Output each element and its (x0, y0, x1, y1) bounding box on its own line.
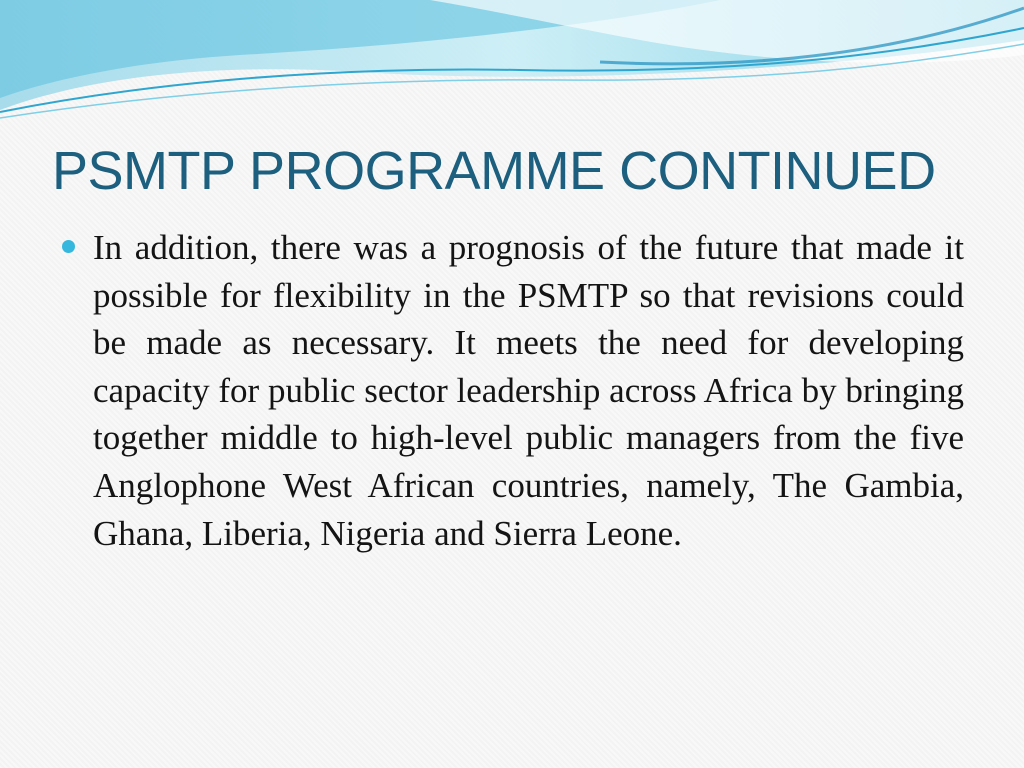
slide-title: PSMTP PROGRAMME CONTINUED (52, 141, 936, 201)
bullet-list (60, 224, 964, 557)
bullet-text: In addition, there was a prognosis of the future that made it possible for flexibility in the PSMTP so that revisions could be made as necessary. It meets the need for developing capacity for public sector leadership across Africa by bringing together middle to high-level public managers from the five Anglophone West African countries, namely, The Gambia, Ghana, Liberia, Nigeria and Sierra Leone. (93, 228, 964, 553)
bullet-item (60, 224, 964, 557)
bullet-dot-icon (62, 240, 75, 253)
header-wave-decoration (0, 0, 1024, 130)
